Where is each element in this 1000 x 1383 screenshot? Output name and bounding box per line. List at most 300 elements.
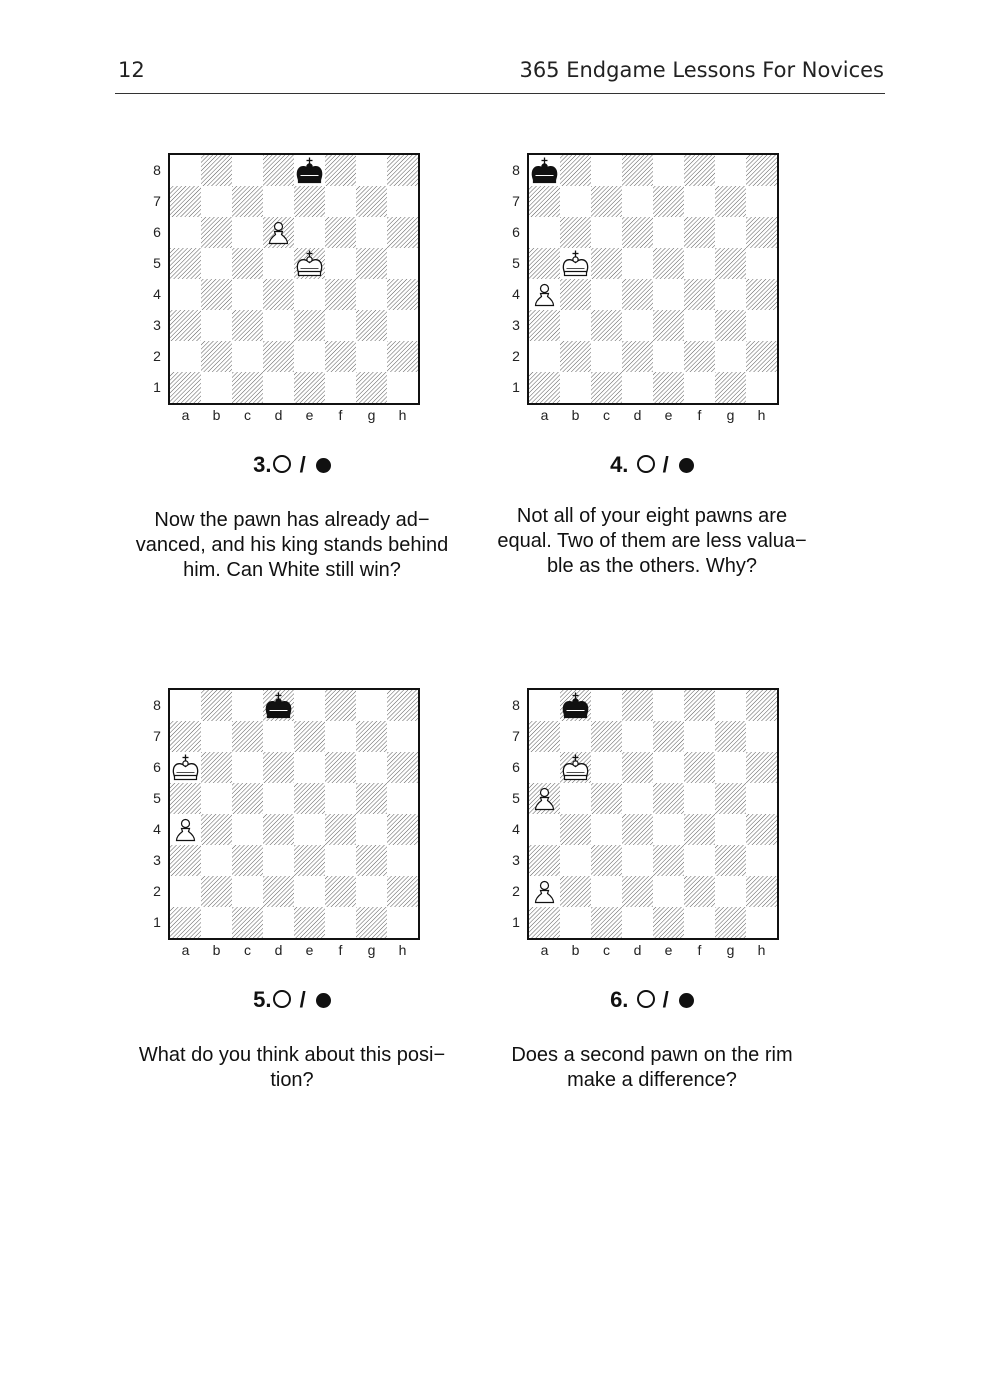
dark-square <box>591 372 622 403</box>
file-label: c <box>603 942 610 958</box>
file-label: a <box>540 942 549 958</box>
rank-label: 2 <box>512 883 520 899</box>
dark-square <box>529 310 560 341</box>
light-square <box>294 279 325 310</box>
dark-square <box>387 155 418 186</box>
puzzle-number-label: 3. <box>253 452 272 477</box>
dark-square <box>715 372 746 403</box>
rank-label: 7 <box>512 193 520 209</box>
dark-square <box>263 279 294 310</box>
dark-square <box>325 155 356 186</box>
rank-label: 6 <box>512 224 520 240</box>
file-label: g <box>726 407 735 423</box>
light-square <box>684 721 715 752</box>
light-square <box>684 845 715 876</box>
file-label: h <box>398 407 407 423</box>
chess-board <box>527 688 779 940</box>
dark-square <box>294 721 325 752</box>
light-square <box>170 341 201 372</box>
light-square <box>294 690 325 721</box>
light-square <box>746 721 777 752</box>
light-square <box>715 690 746 721</box>
chess-diagram <box>499 688 779 968</box>
black-to-move-icon <box>316 458 331 473</box>
dark-square <box>591 186 622 217</box>
light-square <box>263 783 294 814</box>
light-square <box>201 721 232 752</box>
light-square <box>560 186 591 217</box>
light-square <box>232 155 263 186</box>
light-square <box>387 721 418 752</box>
white-to-move-icon <box>273 990 291 1008</box>
dark-square <box>684 814 715 845</box>
light-square <box>356 217 387 248</box>
light-square <box>684 783 715 814</box>
dark-square <box>746 752 777 783</box>
dark-square <box>170 783 201 814</box>
dark-square <box>529 372 560 403</box>
light-square <box>232 814 263 845</box>
file-label: a <box>181 407 190 423</box>
dark-square <box>622 279 653 310</box>
rank-label: 1 <box>153 914 161 930</box>
file-label: h <box>757 407 766 423</box>
light-square <box>201 186 232 217</box>
chess-diagram <box>499 153 779 433</box>
light-square <box>232 876 263 907</box>
light-square <box>653 876 684 907</box>
dark-square <box>746 279 777 310</box>
dark-square <box>529 248 560 279</box>
rank-label: 3 <box>153 317 161 333</box>
light-square <box>653 279 684 310</box>
rank-label: 1 <box>153 379 161 395</box>
light-square <box>684 372 715 403</box>
light-square <box>591 814 622 845</box>
puzzle-question <box>112 1043 472 1093</box>
dark-square <box>715 248 746 279</box>
dark-square <box>387 876 418 907</box>
dark-square <box>170 248 201 279</box>
rank-label: 8 <box>153 697 161 713</box>
dark-square <box>387 752 418 783</box>
light-square <box>263 372 294 403</box>
dark-square <box>325 279 356 310</box>
dark-square <box>715 845 746 876</box>
dark-square <box>715 310 746 341</box>
dark-square <box>170 310 201 341</box>
rank-label: 3 <box>512 317 520 333</box>
file-label: d <box>274 407 283 423</box>
dark-square <box>591 907 622 938</box>
rank-label: 4 <box>153 821 161 837</box>
dark-square <box>653 248 684 279</box>
dark-square <box>232 783 263 814</box>
dark-square <box>325 690 356 721</box>
dark-square <box>387 690 418 721</box>
question-line: Does a second pawn on the rim <box>511 1044 793 1066</box>
puzzle-number-label: 5. <box>253 987 272 1012</box>
dark-square <box>622 752 653 783</box>
light-square <box>622 186 653 217</box>
dark-square <box>529 907 560 938</box>
dark-square <box>232 721 263 752</box>
dark-square <box>591 783 622 814</box>
black-to-move-icon <box>679 458 694 473</box>
question-line: tion? <box>270 1069 314 1091</box>
light-square <box>170 279 201 310</box>
puzzle-question <box>472 1043 832 1093</box>
light-square <box>653 217 684 248</box>
light-square <box>715 752 746 783</box>
dark-square <box>529 845 560 876</box>
rank-label: 3 <box>153 852 161 868</box>
rank-label: 1 <box>512 379 520 395</box>
rank-label: 7 <box>153 193 161 209</box>
light-square <box>622 372 653 403</box>
side-separator: / <box>299 452 306 477</box>
dark-square <box>746 217 777 248</box>
dark-square <box>746 876 777 907</box>
light-square <box>591 690 622 721</box>
dark-square <box>232 907 263 938</box>
page-number: 12 <box>118 58 145 82</box>
light-square <box>387 372 418 403</box>
dark-square <box>201 876 232 907</box>
dark-square <box>356 248 387 279</box>
dark-square <box>201 690 232 721</box>
dark-square <box>622 690 653 721</box>
dark-square <box>294 845 325 876</box>
dark-square <box>325 217 356 248</box>
light-square <box>591 279 622 310</box>
dark-square <box>591 721 622 752</box>
dark-square <box>653 372 684 403</box>
light-square <box>715 217 746 248</box>
dark-square <box>560 279 591 310</box>
file-label: a <box>540 407 549 423</box>
file-label: h <box>398 942 407 958</box>
rank-label: 8 <box>153 162 161 178</box>
black-to-move-icon <box>316 993 331 1008</box>
white-to-move-icon <box>637 455 655 473</box>
light-square <box>653 814 684 845</box>
light-square <box>294 752 325 783</box>
light-square <box>746 907 777 938</box>
dark-square <box>684 752 715 783</box>
light-square <box>622 907 653 938</box>
light-square <box>746 845 777 876</box>
question-line: ble as the others. Why? <box>546 555 758 577</box>
rank-label: 8 <box>512 162 520 178</box>
question-line: What do you think about this posi− <box>138 1044 446 1066</box>
rank-label: 1 <box>512 914 520 930</box>
light-square <box>746 248 777 279</box>
light-square <box>294 341 325 372</box>
dark-square <box>653 310 684 341</box>
light-square <box>263 907 294 938</box>
light-square <box>325 186 356 217</box>
dark-square <box>746 155 777 186</box>
side-separator: / <box>662 452 669 477</box>
side-separator: / <box>662 987 669 1012</box>
dark-square <box>715 783 746 814</box>
file-label: f <box>697 407 702 423</box>
file-label: d <box>274 942 283 958</box>
rank-label: 3 <box>512 852 520 868</box>
light-square <box>232 341 263 372</box>
puzzle-number-label: 4. <box>610 452 629 477</box>
rank-label: 6 <box>153 224 161 240</box>
dark-square <box>715 907 746 938</box>
dark-square <box>529 186 560 217</box>
rank-label: 4 <box>512 821 520 837</box>
light-square <box>201 907 232 938</box>
light-square <box>591 341 622 372</box>
dark-square <box>356 783 387 814</box>
light-square <box>622 310 653 341</box>
light-square <box>263 721 294 752</box>
light-square <box>653 690 684 721</box>
light-square <box>325 907 356 938</box>
light-square <box>325 248 356 279</box>
dark-square <box>232 186 263 217</box>
rank-label: 4 <box>153 286 161 302</box>
dark-square <box>201 217 232 248</box>
puzzle-number <box>112 987 472 1013</box>
rank-label: 4 <box>512 286 520 302</box>
puzzle-question <box>472 504 832 579</box>
light-square <box>263 186 294 217</box>
dark-square <box>591 248 622 279</box>
dark-square <box>263 752 294 783</box>
light-square <box>591 155 622 186</box>
light-square <box>746 186 777 217</box>
puzzle-number <box>472 987 832 1013</box>
white-to-move-icon <box>273 455 291 473</box>
rank-label: 7 <box>153 728 161 744</box>
dark-square <box>263 341 294 372</box>
light-square <box>170 217 201 248</box>
dark-square <box>232 372 263 403</box>
dark-square <box>170 186 201 217</box>
rank-label: 6 <box>153 759 161 775</box>
light-square <box>560 845 591 876</box>
light-square <box>387 845 418 876</box>
dark-square <box>653 783 684 814</box>
light-square <box>746 783 777 814</box>
light-square <box>325 310 356 341</box>
light-square <box>560 721 591 752</box>
chess-diagram <box>140 688 420 968</box>
light-square <box>715 279 746 310</box>
question-line: him. Can White still win? <box>183 559 401 581</box>
question-line: vanced, and his king stands behind <box>135 534 449 556</box>
light-square <box>591 217 622 248</box>
light-square <box>591 876 622 907</box>
light-square <box>325 372 356 403</box>
dark-square <box>356 721 387 752</box>
light-square <box>263 248 294 279</box>
light-square <box>294 876 325 907</box>
rank-label: 8 <box>512 697 520 713</box>
dark-square <box>232 310 263 341</box>
puzzle-number-label: 6. <box>610 987 629 1012</box>
dark-square <box>591 845 622 876</box>
dark-square <box>560 341 591 372</box>
light-square <box>529 690 560 721</box>
dark-square <box>232 248 263 279</box>
dark-square <box>356 845 387 876</box>
light-square <box>653 155 684 186</box>
file-label: g <box>367 942 376 958</box>
file-label: b <box>212 407 221 423</box>
dark-square <box>560 155 591 186</box>
dark-square <box>622 876 653 907</box>
light-square <box>356 690 387 721</box>
dark-square <box>622 155 653 186</box>
rank-label: 6 <box>512 759 520 775</box>
puzzle-number <box>472 452 832 478</box>
book-title: 365 Endgame Lessons For Novices <box>519 58 884 82</box>
light-square <box>201 372 232 403</box>
dark-square <box>746 690 777 721</box>
file-label: f <box>338 942 343 958</box>
rank-label: 5 <box>153 790 161 806</box>
rank-label: 2 <box>153 348 161 364</box>
dark-square <box>170 907 201 938</box>
light-square <box>715 341 746 372</box>
light-square <box>170 155 201 186</box>
light-square <box>201 783 232 814</box>
file-label: d <box>633 942 642 958</box>
dark-square <box>560 876 591 907</box>
file-label: e <box>664 942 673 958</box>
chess-board <box>168 153 420 405</box>
rank-label: 7 <box>512 728 520 744</box>
dark-square <box>263 155 294 186</box>
light-square <box>653 341 684 372</box>
black-to-move-icon <box>679 993 694 1008</box>
puzzle-question <box>112 508 472 583</box>
light-square <box>622 783 653 814</box>
light-square <box>232 217 263 248</box>
light-square <box>325 845 356 876</box>
light-square <box>325 783 356 814</box>
dark-square <box>356 372 387 403</box>
light-square <box>684 907 715 938</box>
light-square <box>387 310 418 341</box>
dark-square <box>715 186 746 217</box>
light-square <box>263 845 294 876</box>
dark-square <box>746 341 777 372</box>
light-square <box>684 310 715 341</box>
question-line: Not all of your eight pawns are <box>516 505 788 527</box>
light-square <box>170 690 201 721</box>
light-square <box>560 907 591 938</box>
light-square <box>356 341 387 372</box>
dark-square <box>201 341 232 372</box>
light-square <box>387 783 418 814</box>
rank-label: 2 <box>512 348 520 364</box>
light-square <box>387 907 418 938</box>
light-square <box>294 217 325 248</box>
light-square <box>591 752 622 783</box>
question-line: Now the pawn has already ad− <box>154 509 430 531</box>
light-square <box>715 876 746 907</box>
dark-square <box>684 155 715 186</box>
file-label: f <box>697 942 702 958</box>
dark-square <box>684 217 715 248</box>
light-square <box>201 248 232 279</box>
dark-square <box>715 721 746 752</box>
file-label: e <box>305 942 314 958</box>
dark-square <box>170 721 201 752</box>
file-label: f <box>338 407 343 423</box>
light-square <box>356 752 387 783</box>
light-square <box>746 310 777 341</box>
dark-square <box>294 372 325 403</box>
light-square <box>560 310 591 341</box>
light-square <box>560 783 591 814</box>
file-label: e <box>664 407 673 423</box>
file-label: h <box>757 942 766 958</box>
dark-square <box>170 845 201 876</box>
rank-label: 5 <box>512 790 520 806</box>
dark-square <box>529 721 560 752</box>
dark-square <box>387 814 418 845</box>
light-square <box>294 814 325 845</box>
question-line: equal. Two of them are less valua− <box>497 530 807 552</box>
rank-label: 2 <box>153 883 161 899</box>
file-label: a <box>181 942 190 958</box>
light-square <box>201 310 232 341</box>
dark-square <box>356 186 387 217</box>
dark-square <box>387 217 418 248</box>
dark-square <box>622 814 653 845</box>
dark-square <box>356 907 387 938</box>
light-square <box>387 186 418 217</box>
dark-square <box>170 372 201 403</box>
light-square <box>170 876 201 907</box>
light-square <box>622 845 653 876</box>
dark-square <box>325 876 356 907</box>
question-line: make a difference? <box>567 1069 737 1091</box>
dark-square <box>653 845 684 876</box>
chess-board <box>527 153 779 405</box>
dark-square <box>560 217 591 248</box>
light-square <box>356 279 387 310</box>
light-square <box>560 372 591 403</box>
light-square <box>387 248 418 279</box>
file-label: g <box>726 942 735 958</box>
dark-square <box>201 155 232 186</box>
rank-label: 5 <box>512 255 520 271</box>
header-rule <box>115 93 885 94</box>
dark-square <box>294 186 325 217</box>
light-square <box>684 248 715 279</box>
dark-square <box>622 217 653 248</box>
light-square <box>356 155 387 186</box>
dark-square <box>294 310 325 341</box>
light-square <box>263 310 294 341</box>
file-label: c <box>244 942 251 958</box>
dark-square <box>356 310 387 341</box>
dark-square <box>653 907 684 938</box>
rank-label: 5 <box>153 255 161 271</box>
light-square <box>622 721 653 752</box>
light-square <box>529 814 560 845</box>
